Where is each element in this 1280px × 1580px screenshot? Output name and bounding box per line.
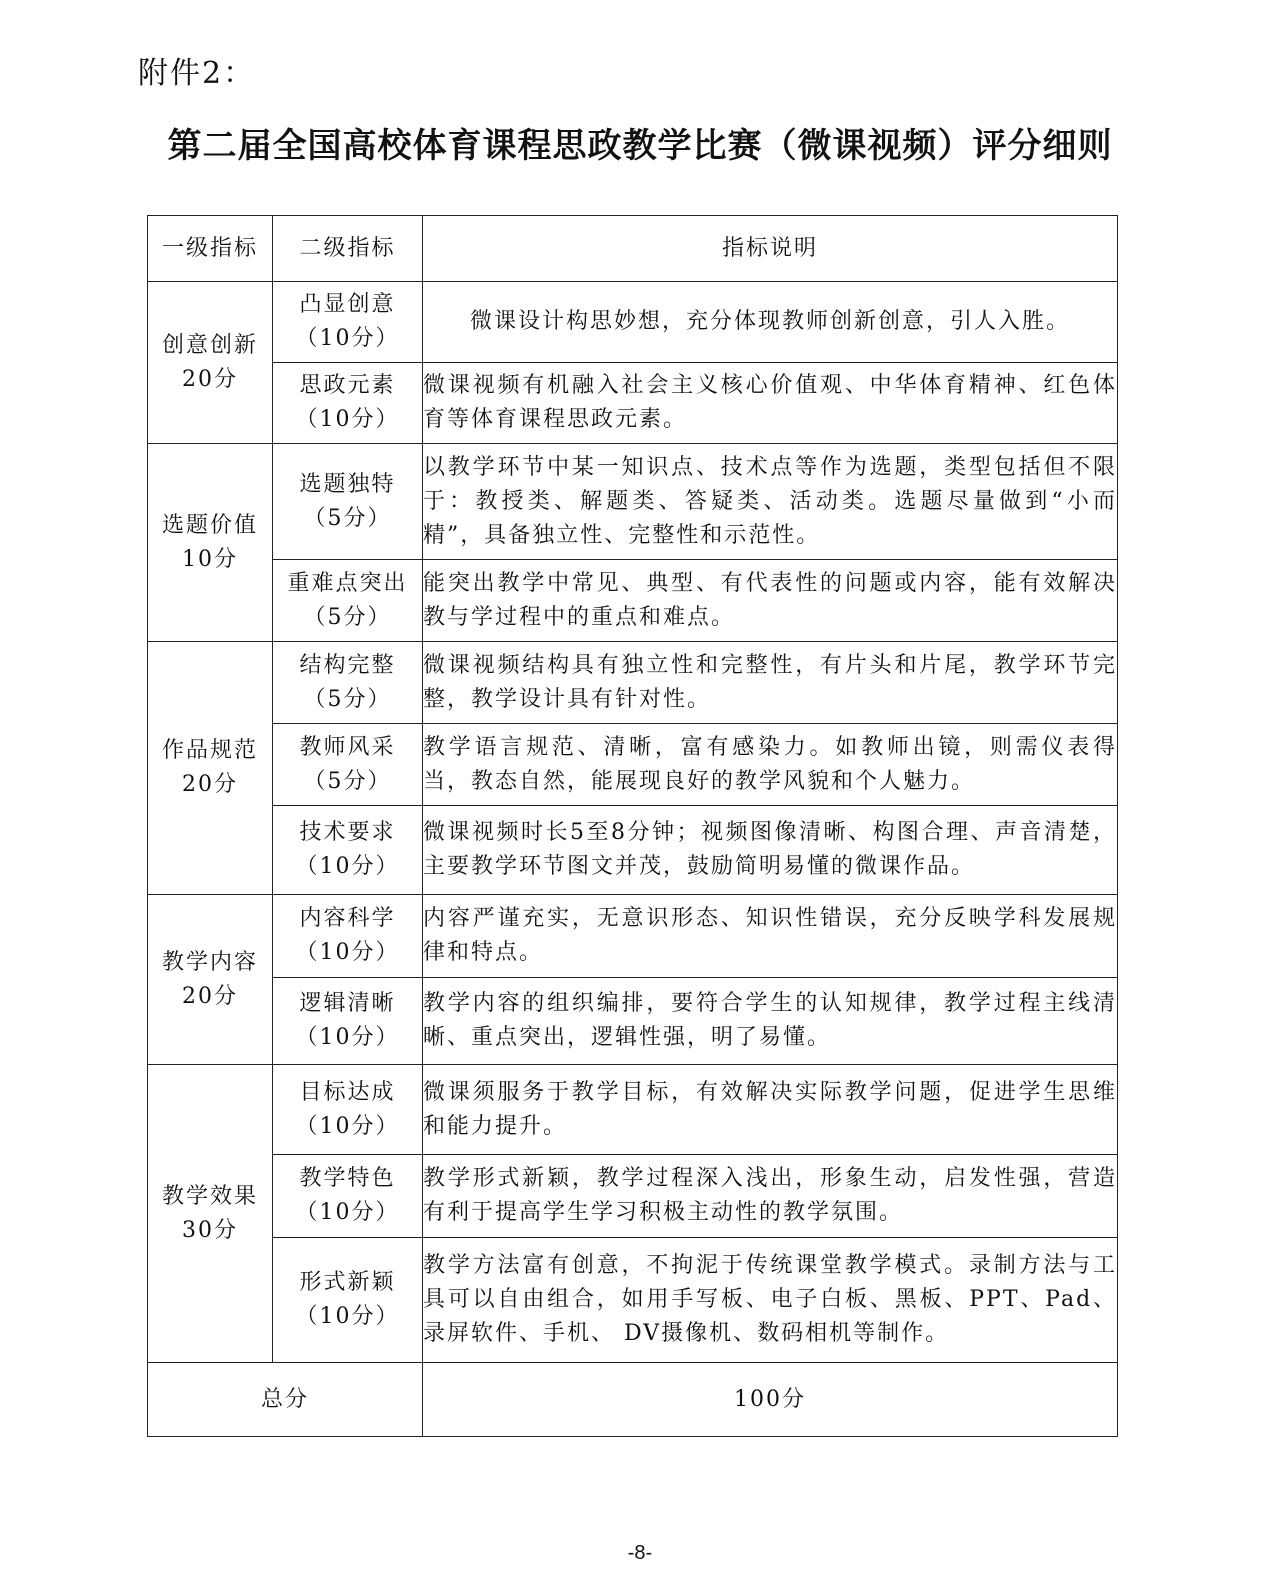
level2-score: （10分） bbox=[295, 326, 400, 351]
table-row bbox=[148, 895, 1118, 978]
level2-name: 思政元素 bbox=[299, 373, 396, 398]
level1-name: 选题价值 bbox=[161, 512, 258, 538]
header-level1: 一级指标 bbox=[148, 216, 273, 282]
description-cell: 能突出教学中常见、典型、有代表性的问题或内容，能有效解决教与学过程中的重点和难点。 bbox=[423, 560, 1118, 642]
level2-cell bbox=[273, 724, 423, 806]
table-row bbox=[148, 1238, 1118, 1363]
table-row bbox=[148, 806, 1118, 895]
table-row bbox=[148, 282, 1118, 363]
description-cell: 微课设计构思妙想，充分体现教师创新创意，引人入胜。 bbox=[423, 282, 1118, 363]
table-row bbox=[148, 1155, 1118, 1238]
level2-name: 内容科学 bbox=[299, 906, 396, 931]
table-header-row bbox=[148, 216, 1118, 282]
level2-score: （5分） bbox=[303, 505, 392, 531]
table-row bbox=[148, 363, 1118, 444]
level2-score: （10分） bbox=[295, 1304, 400, 1329]
description-cell: 以教学环节中某一知识点、技术点等作为选题，类型包括但不限于：教授类、解题类、答疑类、活动类。选题尽量做到“小而精”，具备独立性、完整性和示范性。 bbox=[423, 444, 1118, 560]
header-description: 指标说明 bbox=[423, 216, 1118, 282]
description-cell: 教学形式新颖，教学过程深入浅出，形象生动，启发性强，营造有利于提高学生学习积极主动性的教学氛围。 bbox=[423, 1155, 1118, 1238]
total-row bbox=[148, 1363, 1118, 1437]
level1-cell bbox=[148, 1065, 273, 1363]
level1-cell bbox=[148, 642, 273, 895]
table-row bbox=[148, 444, 1118, 560]
level2-score: （10分） bbox=[295, 1113, 400, 1139]
level2-cell bbox=[273, 1155, 423, 1238]
level2-cell bbox=[273, 895, 423, 978]
description-cell: 教学语言规范、清晰，富有感染力。如教师出镜，则需仪表得当，教态自然，能展现良好的教学风貌和个人魅力。 bbox=[423, 724, 1118, 806]
level2-score: （10分） bbox=[295, 940, 400, 965]
description-cell: 教学内容的组织编排，要符合学生的认知规律，教学过程主线清晰、重点突出，逻辑性强，明了易懂。 bbox=[423, 978, 1118, 1065]
level1-name: 教学内容 bbox=[161, 949, 258, 975]
level2-score: （5分） bbox=[303, 604, 392, 630]
level2-cell bbox=[273, 1065, 423, 1155]
level2-cell bbox=[273, 642, 423, 724]
level2-name: 结构完整 bbox=[299, 652, 396, 678]
level1-name: 创意创新 bbox=[161, 332, 258, 358]
level1-cell bbox=[148, 895, 273, 1065]
level1-cell bbox=[148, 444, 273, 642]
level2-score: （10分） bbox=[295, 1025, 400, 1050]
level2-score: （5分） bbox=[303, 768, 392, 794]
header-level2: 二级指标 bbox=[273, 216, 423, 282]
level2-name: 目标达成 bbox=[299, 1079, 396, 1105]
description-cell: 微课视频结构具有独立性和完整性，有片头和片尾，教学环节完整，教学设计具有针对性。 bbox=[423, 642, 1118, 724]
description-cell: 微课视频有机融入社会主义核心价值观、中华体育精神、红色体育等体育课程思政元素。 bbox=[423, 363, 1118, 444]
total-value: 100分 bbox=[423, 1363, 1118, 1437]
page-number: -8- bbox=[627, 1542, 653, 1564]
level1-score: 30分 bbox=[182, 1217, 238, 1243]
document-title: 第二届全国高校体育课程思政教学比赛（微课视频）评分细则 bbox=[167, 126, 1113, 166]
level2-name: 教学特色 bbox=[299, 1166, 396, 1191]
level2-score: （10分） bbox=[295, 854, 400, 879]
description-cell: 微课视频时长5至8分钟；视频图像清晰、构图合理、声音清楚，主要教学环节图文并茂，鼓励简明易懂的微课作品。 bbox=[423, 806, 1118, 895]
attachment-label: 附件2： bbox=[138, 56, 256, 91]
level2-cell bbox=[273, 806, 423, 895]
level1-score: 20分 bbox=[182, 983, 238, 1009]
description-cell: 微课须服务于教学目标，有效解决实际教学问题，促进学生思维和能力提升。 bbox=[423, 1065, 1118, 1155]
level2-cell bbox=[273, 978, 423, 1065]
level2-name: 教师风采 bbox=[299, 734, 396, 760]
level2-cell bbox=[273, 363, 423, 444]
level2-score: （10分） bbox=[295, 1200, 400, 1225]
level2-cell bbox=[273, 1238, 423, 1363]
level2-name: 技术要求 bbox=[299, 820, 396, 845]
level2-name: 凸显创意 bbox=[299, 292, 396, 317]
level2-name: 选题独特 bbox=[299, 471, 396, 497]
level1-score: 20分 bbox=[182, 366, 238, 392]
description-cell: 教学方法富有创意，不拘泥于传统课堂教学模式。录制方法与工具可以自由组合，如用手写板、电子白板、黑板、PPT、Pad、录屏软件、手机、 DV摄像机、数码相机等制作。 bbox=[423, 1238, 1118, 1363]
table-row bbox=[148, 560, 1118, 642]
level1-name: 作品规范 bbox=[161, 738, 258, 763]
table-row bbox=[148, 642, 1118, 724]
table-row bbox=[148, 978, 1118, 1065]
level1-cell bbox=[148, 282, 273, 444]
table-row bbox=[148, 1065, 1118, 1155]
level1-name: 教学效果 bbox=[161, 1183, 258, 1209]
level2-cell bbox=[273, 560, 423, 642]
level1-score: 20分 bbox=[182, 772, 238, 797]
level2-name: 逻辑清晰 bbox=[299, 991, 396, 1016]
scoring-rubric-table bbox=[147, 215, 1118, 1437]
level2-name: 形式新颖 bbox=[299, 1270, 396, 1295]
total-label: 总分 bbox=[148, 1363, 423, 1437]
table-row bbox=[148, 724, 1118, 806]
level2-score: （10分） bbox=[295, 407, 400, 432]
level2-name: 重难点突出 bbox=[287, 570, 408, 596]
level2-cell bbox=[273, 444, 423, 560]
level1-score: 10分 bbox=[182, 546, 238, 572]
level2-score: （5分） bbox=[303, 686, 392, 712]
description-cell: 内容严谨充实，无意识形态、知识性错误，充分反映学科发展规律和特点。 bbox=[423, 895, 1118, 978]
level2-cell bbox=[273, 282, 423, 363]
